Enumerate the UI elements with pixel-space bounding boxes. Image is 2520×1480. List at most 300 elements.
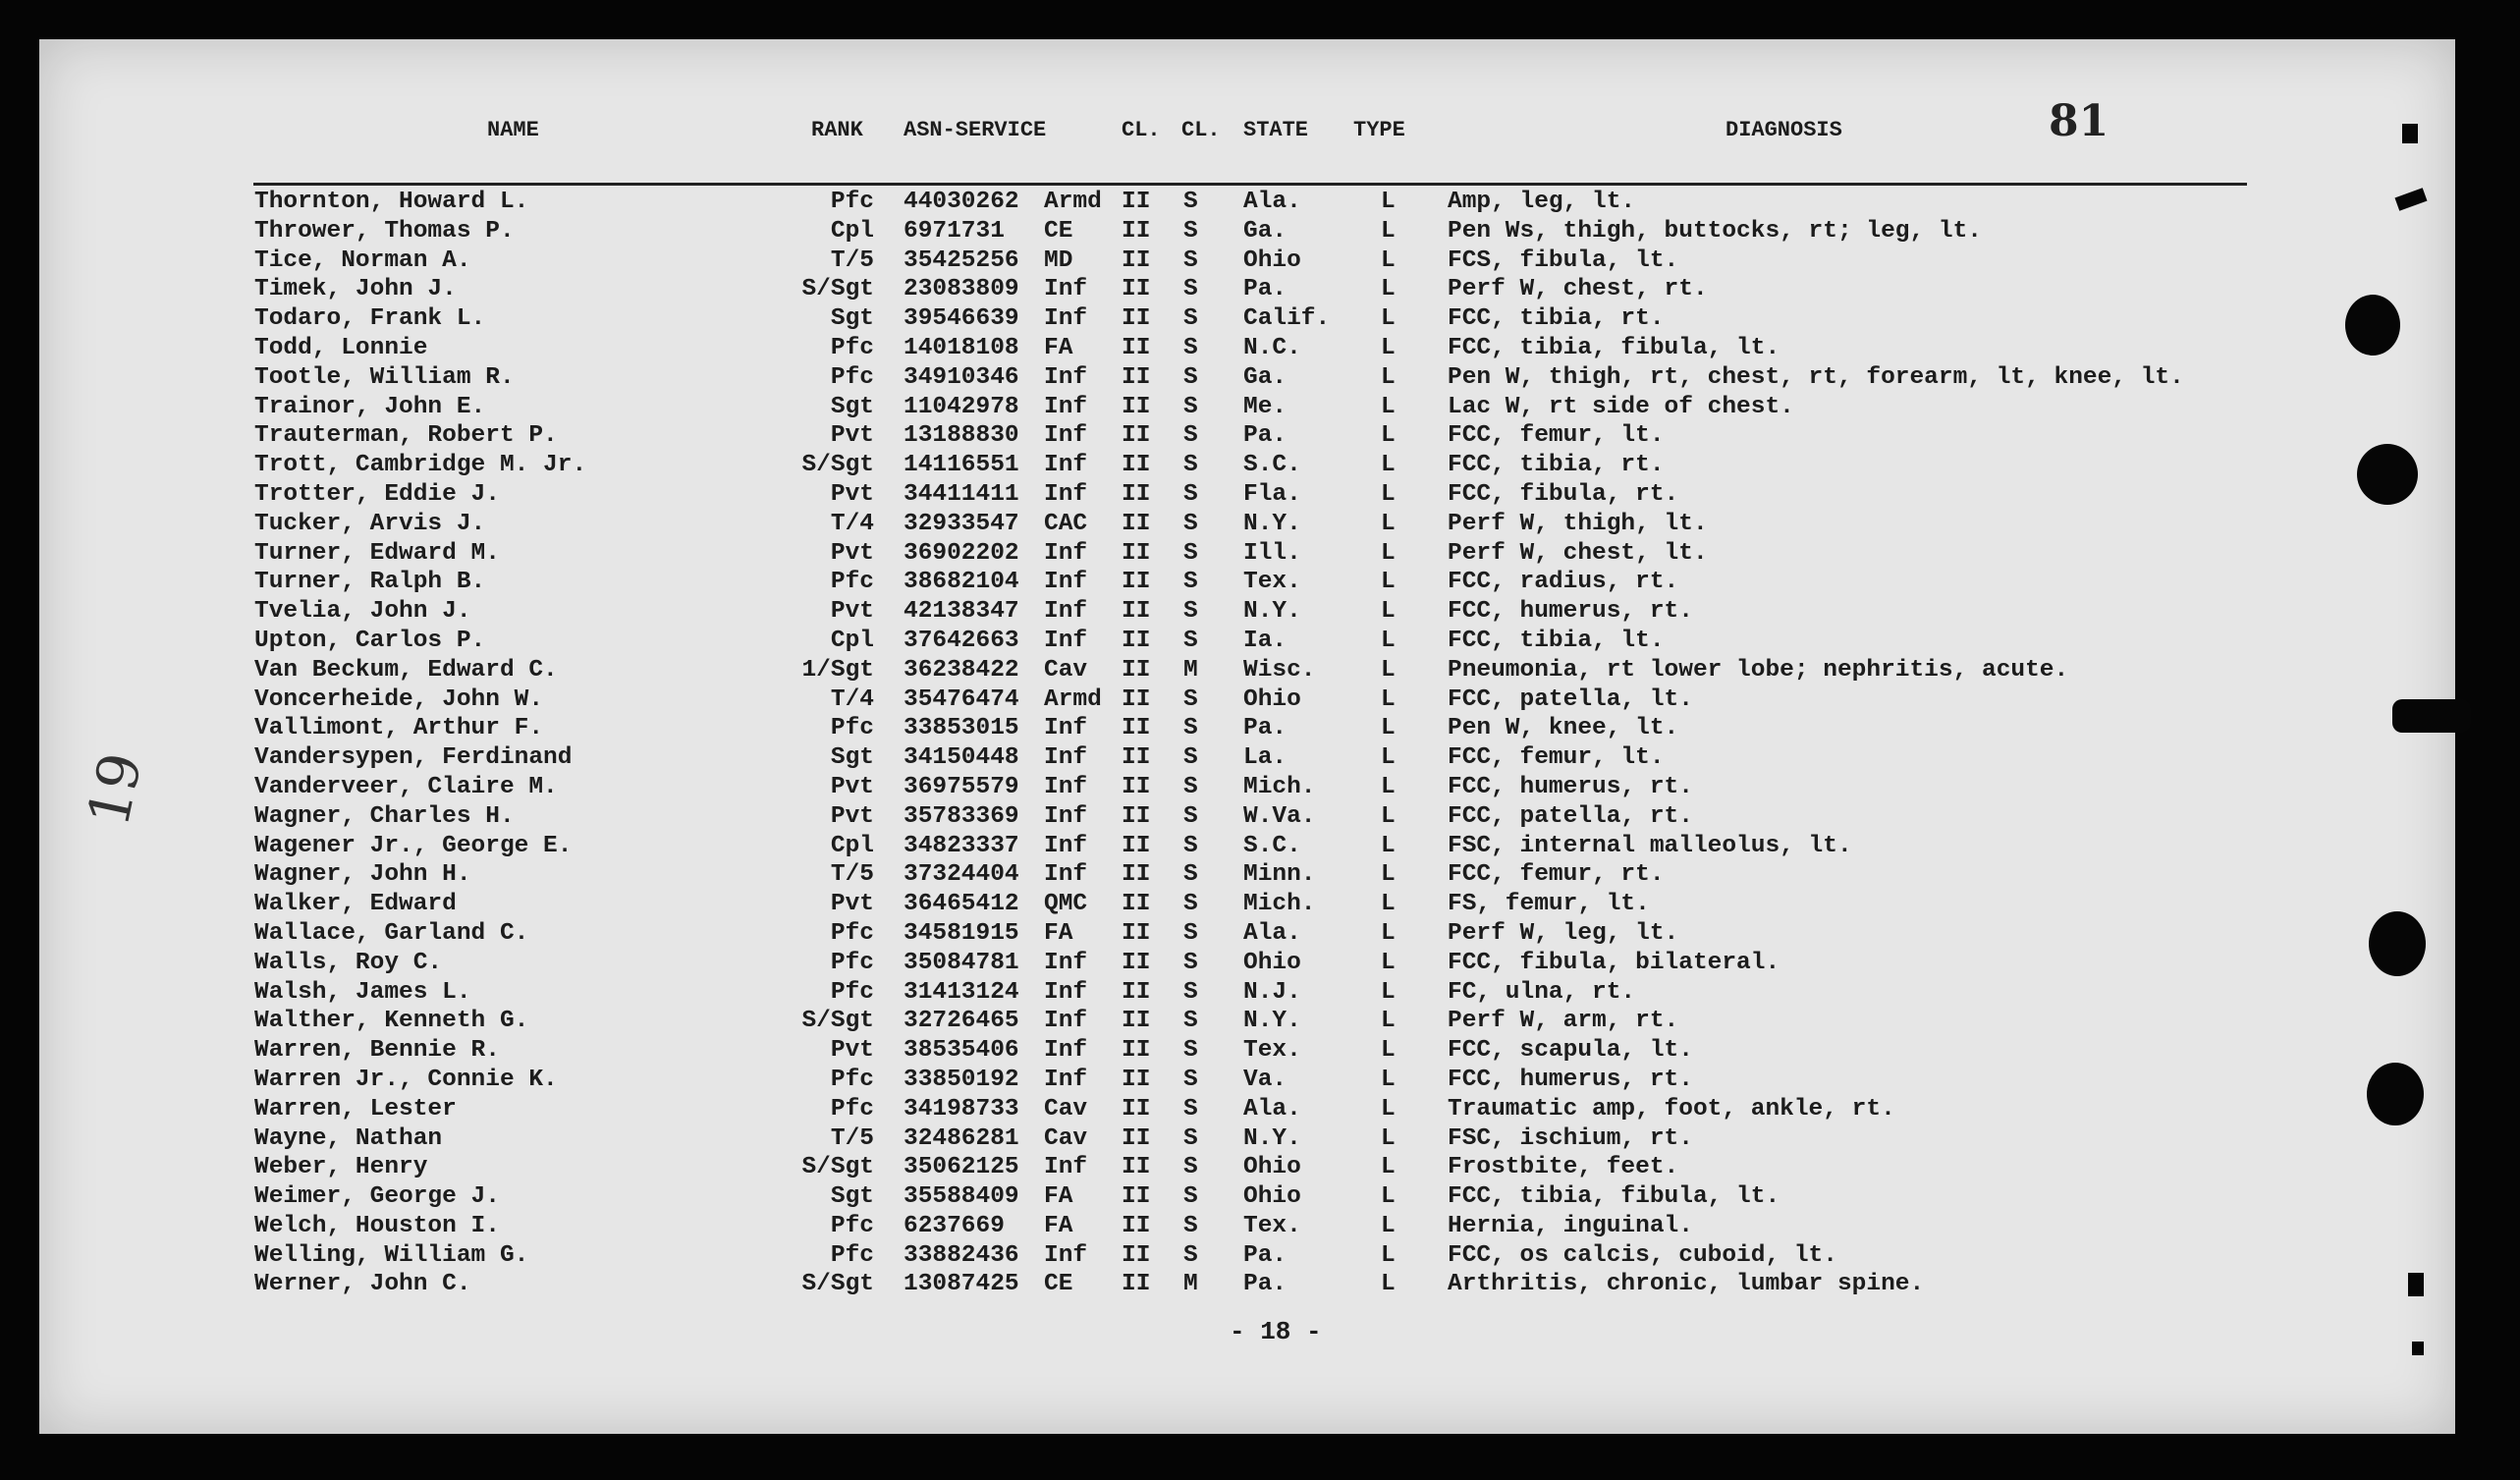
class2-cell: S bbox=[1183, 773, 1198, 800]
type-cell: L bbox=[1381, 480, 1396, 508]
name-cell: Werner, John C. bbox=[254, 1271, 471, 1298]
name-cell: Walls, Roy C. bbox=[254, 949, 443, 976]
diagnosis-cell: FSC, internal malleolus, lt. bbox=[1448, 832, 1852, 859]
diagnosis-cell: FCC, fibula, bilateral. bbox=[1448, 949, 1780, 976]
type-cell: L bbox=[1381, 189, 1396, 215]
class1-cell: II bbox=[1122, 276, 1151, 303]
class1-cell: II bbox=[1122, 393, 1151, 420]
class2-cell: S bbox=[1183, 832, 1198, 859]
service-cell: Cav bbox=[1044, 1124, 1088, 1152]
name-cell: Turner, Ralph B. bbox=[254, 569, 486, 596]
asn-cell: 34150448 bbox=[904, 744, 1019, 772]
class2-cell: S bbox=[1183, 744, 1198, 772]
type-cell: L bbox=[1381, 773, 1396, 800]
table-row bbox=[0, 1007, 2520, 1036]
edge-nick bbox=[2392, 699, 2471, 733]
state-cell: Ala. bbox=[1243, 1095, 1301, 1123]
rank-cell: Sgt bbox=[830, 305, 874, 333]
service-cell: CE bbox=[1044, 1271, 1073, 1298]
diagnosis-cell: FCC, fibula, rt. bbox=[1448, 480, 1679, 508]
table-row bbox=[0, 773, 2520, 802]
type-cell: L bbox=[1381, 949, 1396, 976]
state-cell: Mich. bbox=[1243, 773, 1316, 800]
type-cell: L bbox=[1381, 744, 1396, 772]
rank-cell: T/5 bbox=[830, 1124, 874, 1152]
diagnosis-cell: Pen W, knee, lt. bbox=[1448, 715, 1679, 742]
class2-cell: S bbox=[1183, 276, 1198, 303]
diagnosis-cell: FCC, tibia, rt. bbox=[1448, 452, 1665, 479]
class2-cell: S bbox=[1183, 334, 1198, 361]
state-cell: Ohio bbox=[1243, 1154, 1301, 1181]
type-cell: L bbox=[1381, 452, 1396, 479]
class1-cell: II bbox=[1122, 1212, 1151, 1239]
state-cell: Pa. bbox=[1243, 422, 1287, 450]
class1-cell: II bbox=[1122, 1008, 1151, 1035]
asn-cell: 37324404 bbox=[904, 861, 1019, 889]
name-cell: Vallimont, Arthur F. bbox=[254, 715, 544, 742]
rank-cell: Cpl bbox=[830, 627, 874, 654]
rank-cell: S/Sgt bbox=[801, 452, 874, 479]
header-name: NAME bbox=[487, 118, 539, 142]
service-cell: Inf bbox=[1044, 802, 1088, 830]
class1-cell: II bbox=[1122, 1154, 1151, 1181]
class1-cell: II bbox=[1122, 539, 1151, 567]
name-cell: Walther, Kenneth G. bbox=[254, 1008, 529, 1035]
diagnosis-cell: FCC, os calcis, cuboid, lt. bbox=[1448, 1241, 1837, 1269]
name-cell: Weber, Henry bbox=[254, 1154, 428, 1181]
state-cell: Me. bbox=[1243, 393, 1287, 420]
state-cell: Pa. bbox=[1243, 1241, 1287, 1269]
name-cell: Walsh, James L. bbox=[254, 978, 471, 1006]
class1-cell: II bbox=[1122, 978, 1151, 1006]
rank-cell: Pfc bbox=[830, 1066, 874, 1093]
name-cell: Tucker, Arvis J. bbox=[254, 510, 486, 537]
class2-cell: S bbox=[1183, 1124, 1198, 1152]
service-cell: Inf bbox=[1044, 744, 1088, 772]
service-cell: Inf bbox=[1044, 1037, 1088, 1065]
asn-cell: 34823337 bbox=[904, 832, 1019, 859]
name-cell: Timek, John J. bbox=[254, 276, 457, 303]
type-cell: L bbox=[1381, 363, 1396, 391]
service-cell: Inf bbox=[1044, 452, 1088, 479]
service-cell: Armd bbox=[1044, 685, 1102, 713]
class2-cell: S bbox=[1183, 949, 1198, 976]
diagnosis-cell: FCC, radius, rt. bbox=[1448, 569, 1679, 596]
rank-cell: S/Sgt bbox=[801, 1008, 874, 1035]
diagnosis-cell: FCC, humerus, rt. bbox=[1448, 1066, 1693, 1093]
type-cell: L bbox=[1381, 1066, 1396, 1093]
rank-cell: Pfc bbox=[830, 363, 874, 391]
class2-cell: S bbox=[1183, 1154, 1198, 1181]
diagnosis-cell: FCC, tibia, fibula, lt. bbox=[1448, 1183, 1780, 1211]
asn-cell: 35062125 bbox=[904, 1154, 1019, 1181]
header-state: STATE bbox=[1243, 118, 1309, 142]
table-row bbox=[0, 480, 2520, 510]
asn-cell: 34411411 bbox=[904, 480, 1019, 508]
table-row bbox=[0, 1095, 2520, 1124]
class1-cell: II bbox=[1122, 802, 1151, 830]
asn-cell: 32726465 bbox=[904, 1008, 1019, 1035]
class2-cell: S bbox=[1183, 363, 1198, 391]
name-cell: Upton, Carlos P. bbox=[254, 627, 486, 654]
asn-cell: 35783369 bbox=[904, 802, 1019, 830]
diagnosis-cell: FCC, tibia, fibula, lt. bbox=[1448, 334, 1780, 361]
rank-cell: S/Sgt bbox=[801, 1154, 874, 1181]
name-cell: Trott, Cambridge M. Jr. bbox=[254, 452, 587, 479]
type-cell: L bbox=[1381, 393, 1396, 420]
type-cell: L bbox=[1381, 1095, 1396, 1123]
class1-cell: II bbox=[1122, 715, 1151, 742]
class2-cell: S bbox=[1183, 861, 1198, 889]
rank-cell: Sgt bbox=[830, 744, 874, 772]
rank-cell: Pfc bbox=[830, 1095, 874, 1123]
class2-cell: S bbox=[1183, 1008, 1198, 1035]
type-cell: L bbox=[1381, 1037, 1396, 1065]
class1-cell: II bbox=[1122, 247, 1151, 274]
page-number: 81 bbox=[2049, 96, 2109, 146]
state-cell: Ia. bbox=[1243, 627, 1287, 654]
class1-cell: II bbox=[1122, 744, 1151, 772]
header-type: TYPE bbox=[1353, 118, 1405, 142]
diagnosis-cell: FC, ulna, rt. bbox=[1448, 978, 1636, 1006]
type-cell: L bbox=[1381, 1154, 1396, 1181]
asn-cell: 34581915 bbox=[904, 919, 1019, 947]
asn-cell: 37642663 bbox=[904, 627, 1019, 654]
class2-cell: S bbox=[1183, 480, 1198, 508]
service-cell: FA bbox=[1044, 1212, 1073, 1239]
class1-cell: II bbox=[1122, 685, 1151, 713]
class1-cell: II bbox=[1122, 627, 1151, 654]
casualty-table bbox=[0, 188, 2520, 1299]
class2-cell: S bbox=[1183, 539, 1198, 567]
name-cell: Todd, Lonnie bbox=[254, 334, 428, 361]
rank-cell: Pvt bbox=[830, 773, 874, 800]
table-row bbox=[0, 714, 2520, 743]
table-row bbox=[0, 919, 2520, 949]
diagnosis-cell: Perf W, arm, rt. bbox=[1448, 1008, 1679, 1035]
state-cell: Ohio bbox=[1243, 247, 1301, 274]
state-cell: Ala. bbox=[1243, 189, 1301, 215]
name-cell: Welch, Houston I. bbox=[254, 1212, 500, 1239]
state-cell: N.Y. bbox=[1243, 1124, 1301, 1152]
service-cell: CAC bbox=[1044, 510, 1088, 537]
class2-cell: S bbox=[1183, 217, 1198, 245]
class1-cell: II bbox=[1122, 1037, 1151, 1065]
rank-cell: S/Sgt bbox=[801, 276, 874, 303]
rank-cell: Sgt bbox=[830, 1183, 874, 1211]
class1-cell: II bbox=[1122, 1271, 1151, 1298]
state-cell: S.C. bbox=[1243, 452, 1301, 479]
state-cell: Mich. bbox=[1243, 891, 1316, 918]
service-cell: Inf bbox=[1044, 715, 1088, 742]
asn-cell: 36465412 bbox=[904, 891, 1019, 918]
class2-cell: S bbox=[1183, 422, 1198, 450]
diagnosis-cell: Traumatic amp, foot, ankle, rt. bbox=[1448, 1095, 1895, 1123]
state-cell: Ohio bbox=[1243, 1183, 1301, 1211]
class2-cell: S bbox=[1183, 510, 1198, 537]
binder-hole bbox=[2345, 295, 2400, 356]
class1-cell: II bbox=[1122, 949, 1151, 976]
service-cell: Armd bbox=[1044, 189, 1102, 215]
asn-cell: 35588409 bbox=[904, 1183, 1019, 1211]
asn-cell: 13188830 bbox=[904, 422, 1019, 450]
class1-cell: II bbox=[1122, 656, 1151, 684]
diagnosis-cell: FCC, femur, lt. bbox=[1448, 422, 1665, 450]
name-cell: Tootle, William R. bbox=[254, 363, 515, 391]
diagnosis-cell: Amp, leg, lt. bbox=[1448, 189, 1636, 215]
table-row bbox=[0, 1036, 2520, 1066]
header-class-1: CL. bbox=[1122, 118, 1161, 142]
rank-cell: 1/Sgt bbox=[801, 656, 874, 684]
table-row bbox=[0, 685, 2520, 715]
state-cell: N.C. bbox=[1243, 334, 1301, 361]
state-cell: Fla. bbox=[1243, 480, 1301, 508]
class1-cell: II bbox=[1122, 832, 1151, 859]
type-cell: L bbox=[1381, 539, 1396, 567]
diagnosis-cell: FCC, patella, rt. bbox=[1448, 802, 1693, 830]
rank-cell: Pfc bbox=[830, 949, 874, 976]
diagnosis-cell: Perf W, thigh, lt. bbox=[1448, 510, 1708, 537]
type-cell: L bbox=[1381, 510, 1396, 537]
type-cell: L bbox=[1381, 1241, 1396, 1269]
class1-cell: II bbox=[1122, 334, 1151, 361]
service-cell: Inf bbox=[1044, 1154, 1088, 1181]
asn-cell: 33882436 bbox=[904, 1241, 1019, 1269]
rank-cell: Pfc bbox=[830, 569, 874, 596]
header-diagnosis: DIAGNOSIS bbox=[1726, 118, 1842, 142]
name-cell: Thornton, Howard L. bbox=[254, 189, 529, 215]
name-cell: Warren, Bennie R. bbox=[254, 1037, 500, 1065]
class2-cell: S bbox=[1183, 1066, 1198, 1093]
state-cell: Ga. bbox=[1243, 217, 1287, 245]
table-row bbox=[0, 1153, 2520, 1182]
table-row bbox=[0, 597, 2520, 627]
diagnosis-cell: FCC, femur, lt. bbox=[1448, 744, 1665, 772]
class1-cell: II bbox=[1122, 452, 1151, 479]
table-row bbox=[0, 890, 2520, 919]
service-cell: CE bbox=[1044, 217, 1073, 245]
state-cell: Ala. bbox=[1243, 919, 1301, 947]
class1-cell: II bbox=[1122, 363, 1151, 391]
class2-cell: M bbox=[1183, 656, 1198, 684]
asn-cell: 14018108 bbox=[904, 334, 1019, 361]
rank-cell: Pfc bbox=[830, 189, 874, 215]
diagnosis-cell: FSC, ischium, rt. bbox=[1448, 1124, 1693, 1152]
class2-cell: S bbox=[1183, 598, 1198, 626]
service-cell: Inf bbox=[1044, 422, 1088, 450]
rank-cell: Pfc bbox=[830, 334, 874, 361]
table-row bbox=[0, 539, 2520, 569]
service-cell: MD bbox=[1044, 247, 1073, 274]
table-row bbox=[0, 247, 2520, 276]
type-cell: L bbox=[1381, 1212, 1396, 1239]
table-row bbox=[0, 451, 2520, 480]
state-cell: N.Y. bbox=[1243, 1008, 1301, 1035]
state-cell: N.J. bbox=[1243, 978, 1301, 1006]
rank-cell: Pvt bbox=[830, 422, 874, 450]
diagnosis-cell: FCC, femur, rt. bbox=[1448, 861, 1665, 889]
diagnosis-cell: FCC, scapula, lt. bbox=[1448, 1037, 1693, 1065]
table-row bbox=[0, 421, 2520, 451]
rank-cell: Cpl bbox=[830, 832, 874, 859]
asn-cell: 35084781 bbox=[904, 949, 1019, 976]
state-cell: Tex. bbox=[1243, 1212, 1301, 1239]
rank-cell: Pfc bbox=[830, 715, 874, 742]
diagnosis-cell: Frostbite, feet. bbox=[1448, 1154, 1679, 1181]
asn-cell: 14116551 bbox=[904, 452, 1019, 479]
class1-cell: II bbox=[1122, 569, 1151, 596]
class1-cell: II bbox=[1122, 598, 1151, 626]
diagnosis-cell: FCC, humerus, rt. bbox=[1448, 598, 1693, 626]
service-cell: FA bbox=[1044, 1183, 1073, 1211]
service-cell: Inf bbox=[1044, 978, 1088, 1006]
class1-cell: II bbox=[1122, 1095, 1151, 1123]
asn-cell: 6971731 bbox=[904, 217, 1005, 245]
diagnosis-cell: Perf W, leg, lt. bbox=[1448, 919, 1679, 947]
type-cell: L bbox=[1381, 1183, 1396, 1211]
class1-cell: II bbox=[1122, 510, 1151, 537]
class2-cell: S bbox=[1183, 1095, 1198, 1123]
class2-cell: S bbox=[1183, 1183, 1198, 1211]
class2-cell: S bbox=[1183, 891, 1198, 918]
service-cell: Inf bbox=[1044, 1241, 1088, 1269]
service-cell: Inf bbox=[1044, 569, 1088, 596]
table-row bbox=[0, 217, 2520, 247]
margin-handwritten-mark: 19 bbox=[74, 746, 155, 833]
class2-cell: S bbox=[1183, 715, 1198, 742]
class1-cell: II bbox=[1122, 1241, 1151, 1269]
asn-cell: 23083809 bbox=[904, 276, 1019, 303]
type-cell: L bbox=[1381, 919, 1396, 947]
service-cell: Inf bbox=[1044, 276, 1088, 303]
class1-cell: II bbox=[1122, 217, 1151, 245]
name-cell: Vandersypen, Ferdinand bbox=[254, 744, 573, 772]
class1-cell: II bbox=[1122, 1124, 1151, 1152]
asn-cell: 32933547 bbox=[904, 510, 1019, 537]
class1-cell: II bbox=[1122, 189, 1151, 215]
service-cell: Inf bbox=[1044, 539, 1088, 567]
type-cell: L bbox=[1381, 569, 1396, 596]
asn-cell: 33853015 bbox=[904, 715, 1019, 742]
service-cell: Inf bbox=[1044, 305, 1088, 333]
class1-cell: II bbox=[1122, 480, 1151, 508]
state-cell: W.Va. bbox=[1243, 802, 1316, 830]
state-cell: Calif. bbox=[1243, 305, 1331, 333]
service-cell: Inf bbox=[1044, 393, 1088, 420]
table-row bbox=[0, 304, 2520, 334]
rank-cell: Cpl bbox=[830, 217, 874, 245]
type-cell: L bbox=[1381, 685, 1396, 713]
asn-cell: 36902202 bbox=[904, 539, 1019, 567]
service-cell: Inf bbox=[1044, 1008, 1088, 1035]
header-class-2: CL. bbox=[1181, 118, 1221, 142]
state-cell: Ga. bbox=[1243, 363, 1287, 391]
class1-cell: II bbox=[1122, 861, 1151, 889]
class2-cell: S bbox=[1183, 305, 1198, 333]
class1-cell: II bbox=[1122, 773, 1151, 800]
class2-cell: S bbox=[1183, 452, 1198, 479]
type-cell: L bbox=[1381, 1124, 1396, 1152]
state-cell: Tex. bbox=[1243, 1037, 1301, 1065]
class1-cell: II bbox=[1122, 1066, 1151, 1093]
diagnosis-cell: FCC, tibia, lt. bbox=[1448, 627, 1665, 654]
rank-cell: Pvt bbox=[830, 539, 874, 567]
type-cell: L bbox=[1381, 627, 1396, 654]
table-row bbox=[0, 393, 2520, 422]
state-cell: La. bbox=[1243, 744, 1287, 772]
table-row bbox=[0, 1124, 2520, 1154]
diagnosis-cell: Hernia, inguinal. bbox=[1448, 1212, 1693, 1239]
service-cell: Inf bbox=[1044, 480, 1088, 508]
class2-cell: S bbox=[1183, 685, 1198, 713]
service-cell: Cav bbox=[1044, 1095, 1088, 1123]
name-cell: Tvelia, John J. bbox=[254, 598, 471, 626]
type-cell: L bbox=[1381, 1008, 1396, 1035]
name-cell: Wayne, Nathan bbox=[254, 1124, 443, 1152]
class2-cell: S bbox=[1183, 919, 1198, 947]
state-cell: Va. bbox=[1243, 1066, 1287, 1093]
table-row bbox=[0, 978, 2520, 1008]
asn-cell: 13087425 bbox=[904, 1271, 1019, 1298]
table-row bbox=[0, 627, 2520, 656]
class1-cell: II bbox=[1122, 919, 1151, 947]
rank-cell: T/4 bbox=[830, 510, 874, 537]
asn-cell: 33850192 bbox=[904, 1066, 1019, 1093]
table-row bbox=[0, 1241, 2520, 1271]
rank-cell: Pfc bbox=[830, 1212, 874, 1239]
table-row bbox=[0, 188, 2520, 217]
type-cell: L bbox=[1381, 247, 1396, 274]
diagnosis-cell: Perf W, chest, lt. bbox=[1448, 539, 1708, 567]
class2-cell: S bbox=[1183, 1241, 1198, 1269]
service-cell: FA bbox=[1044, 919, 1073, 947]
diagnosis-cell: FCS, fibula, lt. bbox=[1448, 247, 1679, 274]
name-cell: Trauterman, Robert P. bbox=[254, 422, 558, 450]
page-footer: - 18 - bbox=[1230, 1317, 1322, 1346]
asn-cell: 11042978 bbox=[904, 393, 1019, 420]
type-cell: L bbox=[1381, 1271, 1396, 1298]
table-header bbox=[0, 116, 2520, 145]
service-cell: QMC bbox=[1044, 891, 1088, 918]
name-cell: Wallace, Garland C. bbox=[254, 919, 529, 947]
state-cell: Ohio bbox=[1243, 685, 1301, 713]
type-cell: L bbox=[1381, 422, 1396, 450]
table-row bbox=[0, 510, 2520, 539]
table-row bbox=[0, 832, 2520, 861]
rank-cell: T/4 bbox=[830, 685, 874, 713]
table-row bbox=[0, 275, 2520, 304]
diagnosis-cell: Pen Ws, thigh, buttocks, rt; leg, lt. bbox=[1448, 217, 1982, 245]
service-cell: Inf bbox=[1044, 773, 1088, 800]
name-cell: Walker, Edward bbox=[254, 891, 457, 918]
type-cell: L bbox=[1381, 978, 1396, 1006]
type-cell: L bbox=[1381, 861, 1396, 889]
rank-cell: T/5 bbox=[830, 861, 874, 889]
name-cell: Thrower, Thomas P. bbox=[254, 217, 515, 245]
service-cell: Inf bbox=[1044, 627, 1088, 654]
service-cell: Cav bbox=[1044, 656, 1088, 684]
asn-cell: 32486281 bbox=[904, 1124, 1019, 1152]
class1-cell: II bbox=[1122, 891, 1151, 918]
table-row bbox=[0, 1066, 2520, 1095]
diagnosis-cell: Perf W, chest, rt. bbox=[1448, 276, 1708, 303]
rank-cell: T/5 bbox=[830, 247, 874, 274]
state-cell: Minn. bbox=[1243, 861, 1316, 889]
diagnosis-cell: FCC, tibia, rt. bbox=[1448, 305, 1665, 333]
state-cell: N.Y. bbox=[1243, 510, 1301, 537]
header-rule bbox=[253, 183, 2247, 186]
class2-cell: S bbox=[1183, 978, 1198, 1006]
